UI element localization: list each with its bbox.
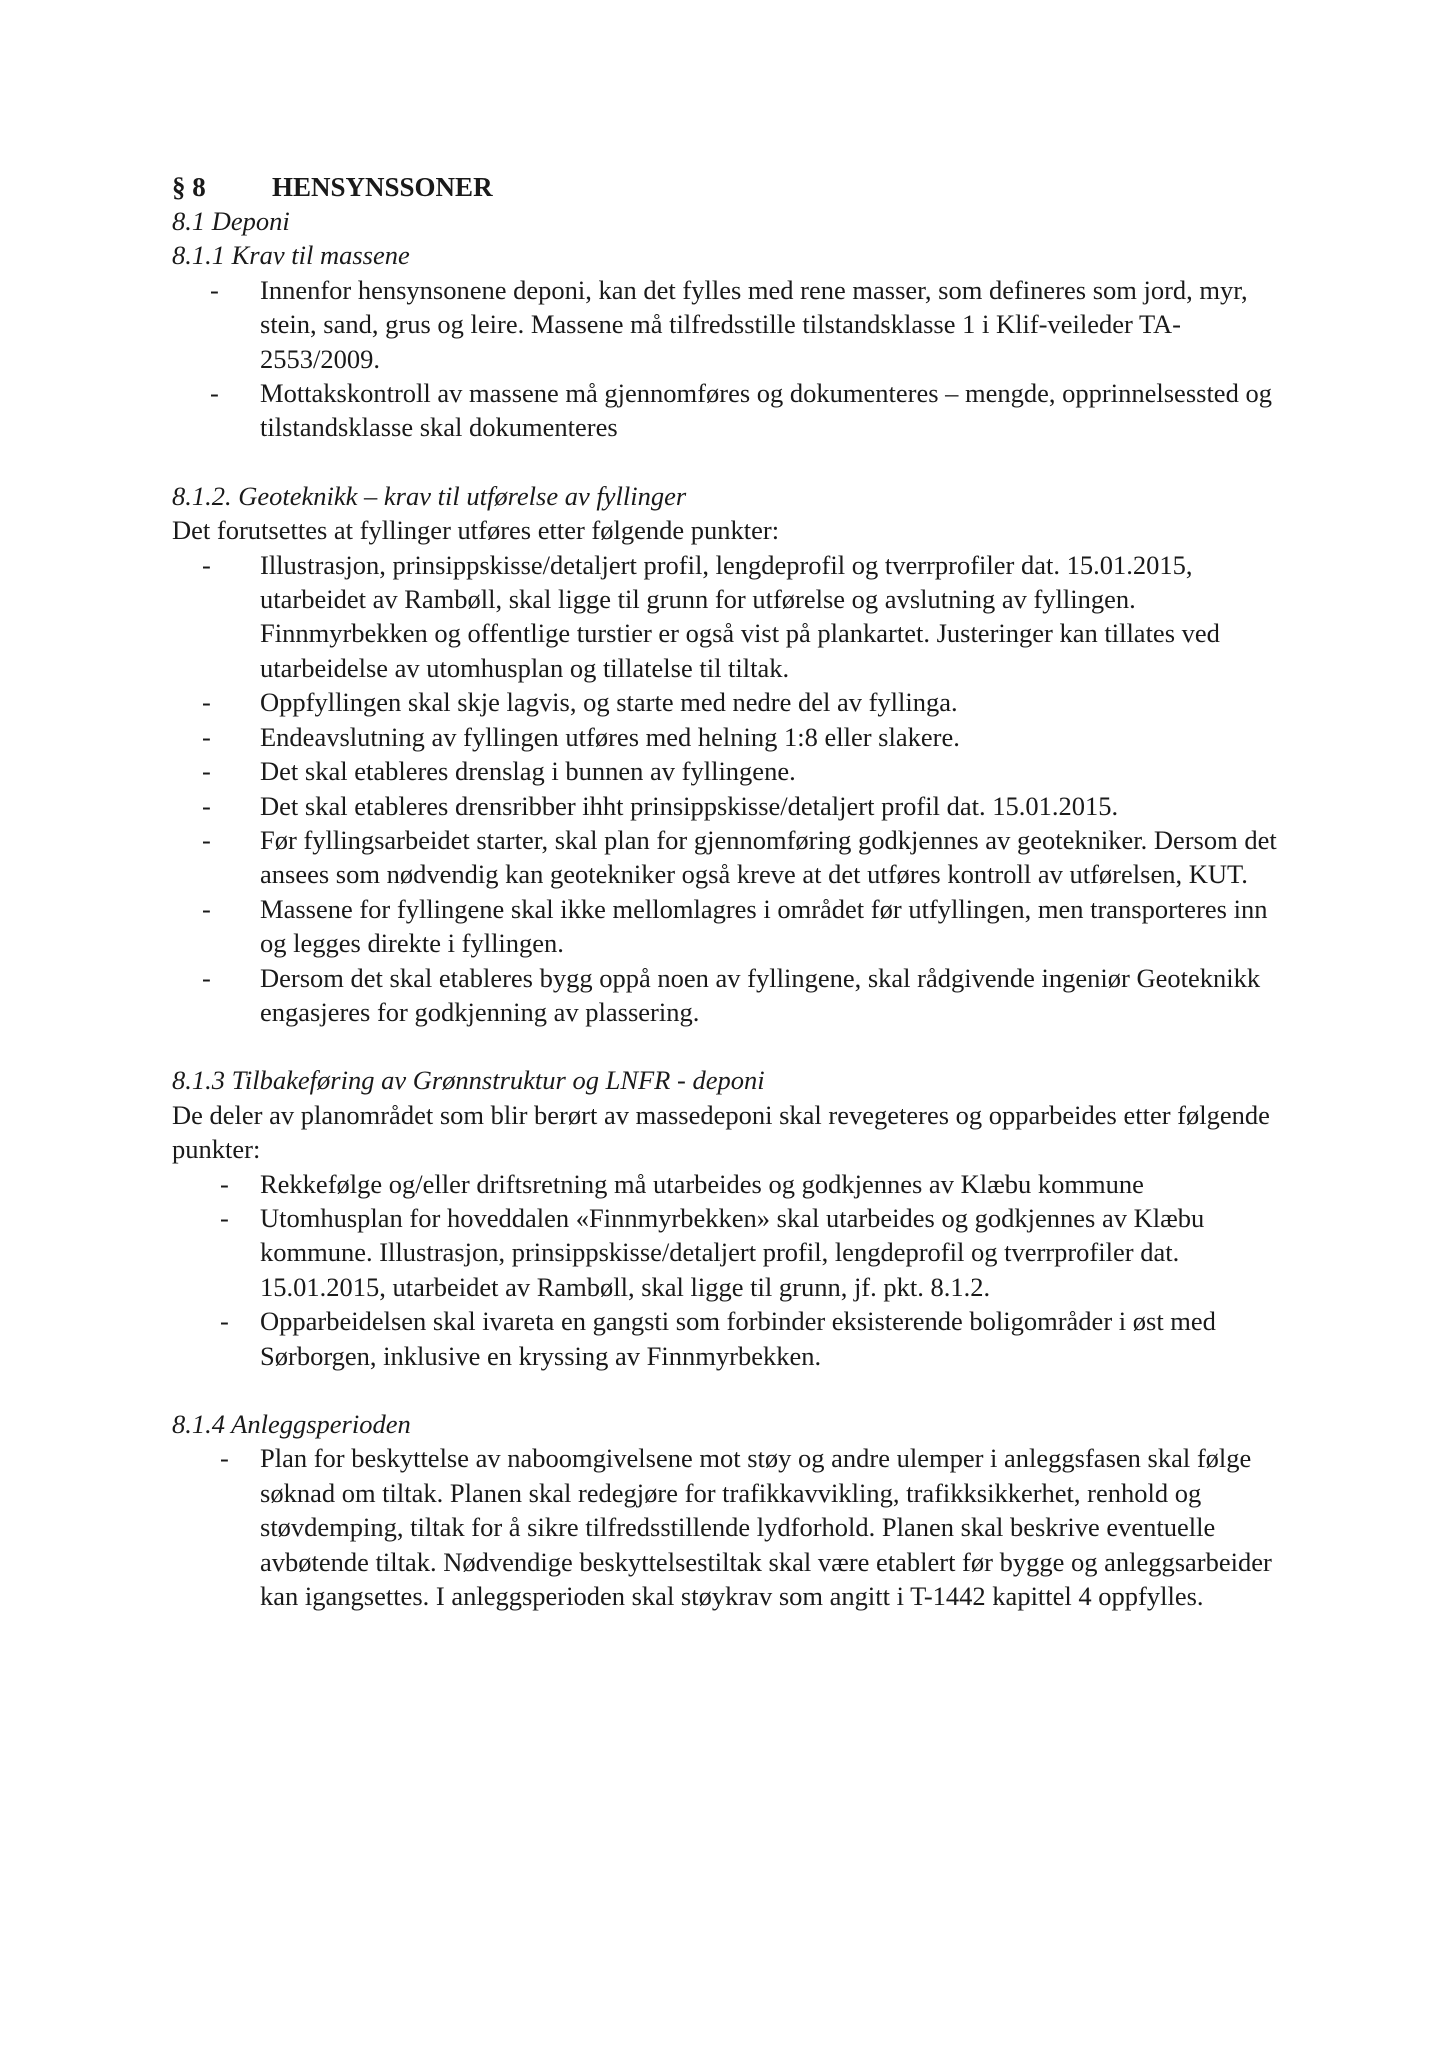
list-item-text: Mottakskontroll av massene må gjennomføres og dokumenteres – mengde, opprinnelsessted og tilstandsklasse skal dokumenteres — [260, 378, 1272, 443]
bullet-dash: - — [210, 378, 219, 409]
bullet-dash: - — [202, 756, 211, 787]
list-item — [172, 1304, 1282, 1373]
bullet-dash: - — [202, 687, 211, 718]
spacer — [172, 1373, 1282, 1407]
section-title: HENSYNSSONER — [272, 172, 493, 202]
bullet-dash: - — [220, 1202, 229, 1233]
list-item — [172, 273, 1282, 376]
intro-8-1-3: De deler av planområdet som blir berørt av massedeponi skal revegeteres og opparbeides etter følgende punkter: — [172, 1099, 1270, 1165]
list-item-text: Illustrasjon, prinsippskisse/detaljert profil, lengdeprofil og tverrprofiler dat. 15.01.2015, utarbeidet av Rambøll, skal ligge til grunn for utførelse og avslutning av fyllingen. Finnmyrbekken og offentlige turstier er også vist på plankartet. Justeringer kan tillates ved utarbeidelse av utomhusplan og tillatelse til tiltak. — [260, 549, 1220, 683]
list-item — [172, 1167, 1282, 1201]
list-8-1-4 — [172, 1441, 1282, 1613]
list-item — [172, 823, 1282, 892]
document-page — [172, 170, 1282, 1613]
list-item-text: Før fyllingsarbeidet starter, skal plan for gjennomføring godkjennes av geotekniker. Dersom det ansees som nødvendig kan geotekniker også kreve at det utføres kontroll av utførelsen, KUT. — [260, 824, 1277, 890]
list-item — [172, 720, 1282, 754]
bullet-dash: - — [202, 721, 211, 752]
list-item — [172, 754, 1282, 788]
list-item-text: Dersom det skal etableres bygg oppå noen av fyllingene, skal rådgivende ingeniør Geoteknikk engasjeres for godkjenning av plassering. — [260, 962, 1261, 1027]
list-item — [172, 376, 1282, 445]
intro-8-1-2: Det forutsettes at fyllinger utføres etter følgende punkter: — [172, 515, 780, 546]
subsection-title-8-1: 8.1 Deponi — [172, 206, 290, 236]
section-heading — [172, 170, 1282, 204]
list-item — [172, 961, 1282, 1030]
list-8-1-2 — [172, 548, 1282, 1030]
list-item — [172, 892, 1282, 961]
bullet-dash: - — [220, 1443, 229, 1474]
bullet-dash: - — [202, 549, 211, 580]
bullet-dash: - — [220, 1306, 229, 1337]
list-item-text: Oppfyllingen skal skje lagvis, og starte med nedre del av fyllinga. — [260, 687, 958, 718]
list-item-text: Det skal etableres drensribber ihht prinsippskisse/detaljert profil dat. 15.01.2015. — [260, 790, 1119, 821]
list-item — [172, 1441, 1282, 1613]
list-item-text: Massene for fyllingene skal ikke mellomlagres i området før utfyllingen, men transporteres inn og legges direkte i fyllingen. — [260, 893, 1268, 959]
bullet-dash: - — [202, 962, 211, 993]
bullet-dash: - — [202, 893, 211, 924]
subsection-title-8-1-1: 8.1.1 Krav til massene — [172, 240, 410, 271]
list-item — [172, 1201, 1282, 1304]
list-8-1-1 — [172, 273, 1282, 445]
subsection-title-8-1-4: 8.1.4 Anleggsperioden — [172, 1409, 411, 1439]
bullet-dash: - — [202, 824, 211, 855]
list-item-text: Utomhusplan for hoveddalen «Finnmyrbekken» skal utarbeides og godkjennes av Klæbu kommune. Illustrasjon, prinsippskisse/detaljert profil, lengdeprofil og tverrprofiler dat. 15.01.2015, utarbeidet av Rambøll, skal ligge til grunn, jf. pkt. 8.1.2. — [260, 1202, 1205, 1302]
subsection-title-8-1-2: 8.1.2. Geoteknikk – krav til utførelse av fyllinger — [172, 480, 687, 511]
spacer — [172, 1029, 1282, 1063]
subsection-title-8-1-3: 8.1.3 Tilbakeføring av Grønnstruktur og LNFR - deponi — [172, 1065, 765, 1096]
spacer — [172, 445, 1282, 479]
list-item-text: Det skal etableres drenslag i bunnen av fyllingene. — [260, 756, 796, 787]
list-8-1-3 — [172, 1167, 1282, 1373]
list-item — [172, 685, 1282, 719]
list-item — [172, 548, 1282, 686]
bullet-dash: - — [202, 790, 211, 821]
list-item — [172, 789, 1282, 823]
list-item-text: Opparbeidelsen skal ivareta en gangsti som forbinder eksisterende boligområder i øst med Sørborgen, inklusive en kryssing av Finnmyrbekken. — [260, 1306, 1216, 1371]
section-number: § 8 — [172, 172, 206, 202]
list-item-text: Rekkefølge og/eller driftsretning må utarbeides og godkjennes av Klæbu kommune — [260, 1168, 1144, 1199]
list-item-text: Endeavslutning av fyllingen utføres med helning 1:8 eller slakere. — [260, 721, 960, 752]
bullet-dash: - — [210, 274, 219, 305]
list-item-text: Innenfor hensynsonene deponi, kan det fylles med rene masser, som defineres som jord, myr, stein, sand, grus og leire. Massene må tilfredsstille tilstandsklasse 1 i Klif-veileder TA-2553/2009. — [260, 274, 1248, 374]
list-item-text: Plan for beskyttelse av naboomgivelsene mot støy og andre ulemper i anleggsfasen skal følge søknad om tiltak. Planen skal redegjøre for trafikkavvikling, trafikksikkerhet, renhold og støvdemping, tiltak for å sikre tilfredsstillende lydforhold. Planen skal beskrive eventuelle avbøtende tiltak. Nødvendige beskyttelsestiltak skal være etablert før bygge og anleggsarbeider kan igangsettes. I anleggsperioden skal støykrav som angitt i T-1442 kapittel 4 oppfylles. — [260, 1443, 1272, 1612]
bullet-dash: - — [220, 1168, 229, 1199]
